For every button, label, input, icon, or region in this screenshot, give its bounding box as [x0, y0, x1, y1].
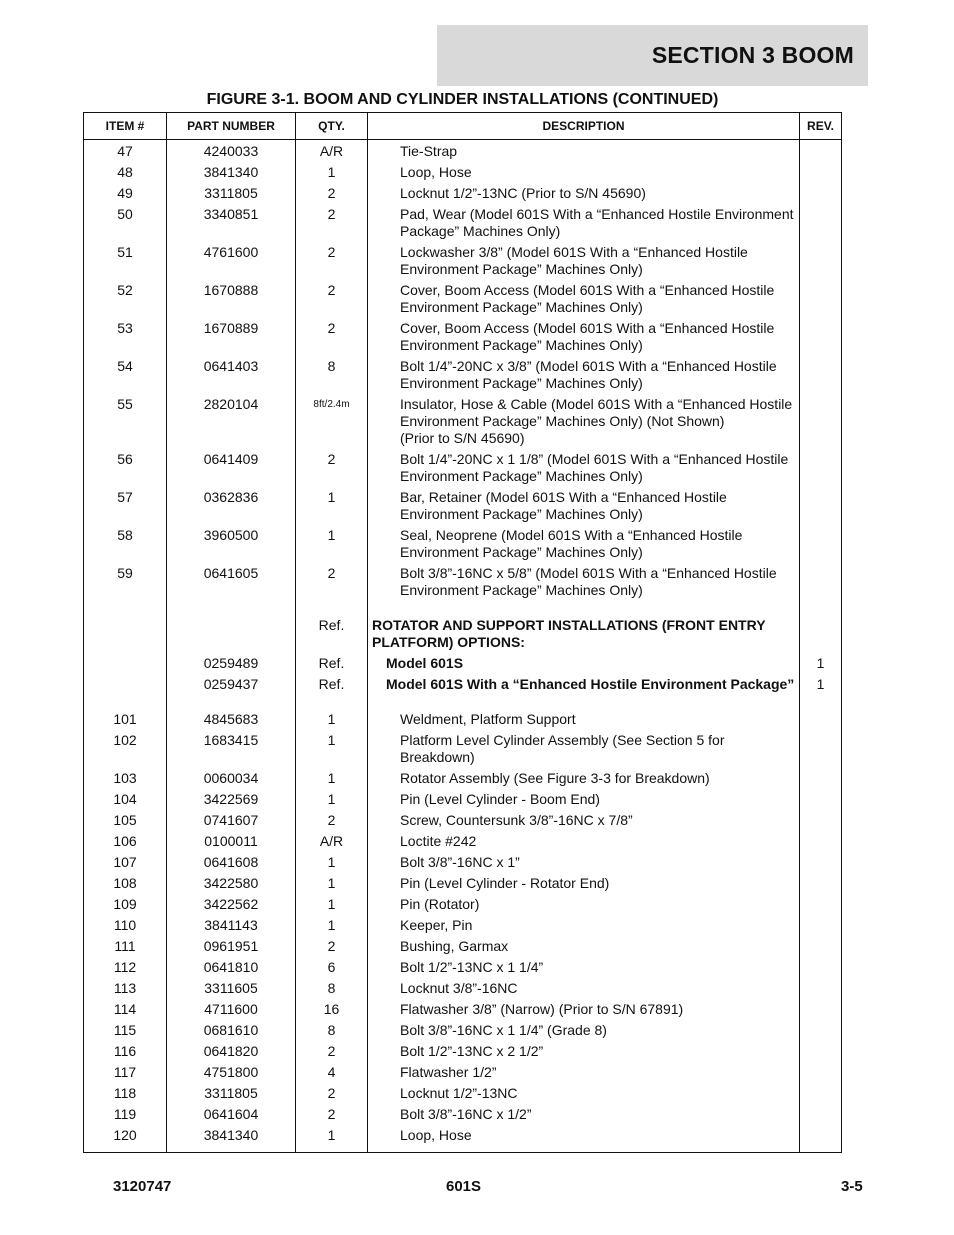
- qty-cell: A/R: [296, 140, 368, 163]
- qty-cell: 1: [296, 768, 368, 789]
- part-number-cell: 0641604: [167, 1104, 296, 1125]
- item-number-cell: 107: [84, 852, 167, 873]
- item-number-cell: 102: [84, 730, 167, 768]
- item-number-cell: 111: [84, 936, 167, 957]
- rev-cell: [800, 936, 842, 957]
- rev-cell: [800, 730, 842, 768]
- part-number-cell: 4761600: [167, 242, 296, 280]
- qty-cell: 8: [296, 356, 368, 394]
- rev-cell: [800, 1020, 842, 1041]
- table-row: [84, 615, 842, 653]
- part-number-cell: 0641820: [167, 1041, 296, 1062]
- description-cell: Locknut 1/2”-13NC (Prior to S/N 45690): [368, 183, 800, 204]
- table-row: [84, 915, 842, 936]
- figure-title: FIGURE 3-1. BOOM AND CYLINDER INSTALLATIONS (CONTINUED): [206, 91, 719, 108]
- part-number-cell: 3422580: [167, 873, 296, 894]
- table-row: [84, 978, 842, 999]
- part-number-cell: 0362836: [167, 487, 296, 525]
- table-row: [84, 831, 842, 852]
- spacer-cell: [368, 601, 800, 615]
- rev-cell: [800, 915, 842, 936]
- item-number-cell: 104: [84, 789, 167, 810]
- item-number-cell: 57: [84, 487, 167, 525]
- item-number-cell: 108: [84, 873, 167, 894]
- rev-cell: [800, 242, 842, 280]
- description-cell: Loop, Hose: [368, 1125, 800, 1153]
- description-cell: Platform Level Cylinder Assembly (See Section 5 for Breakdown): [368, 730, 800, 768]
- description-cell: Bushing, Garmax: [368, 936, 800, 957]
- qty-cell: 1: [296, 1125, 368, 1153]
- qty-cell: 1: [296, 730, 368, 768]
- description-cell: Bolt 3/8”-16NC x 1/2”: [368, 1104, 800, 1125]
- qty-cell: Ref.: [296, 653, 368, 674]
- item-number-cell: 59: [84, 563, 167, 601]
- description-cell: Cover, Boom Access (Model 601S With a “Enhanced Hostile Environment Package” Machines Only): [368, 318, 800, 356]
- rev-cell: [800, 709, 842, 730]
- rev-cell: [800, 162, 842, 183]
- rev-cell: [800, 810, 842, 831]
- description-cell: Screw, Countersunk 3/8”-16NC x 7/8”: [368, 810, 800, 831]
- part-number-cell: 4845683: [167, 709, 296, 730]
- rev-cell: [800, 563, 842, 601]
- item-number-cell: 118: [84, 1083, 167, 1104]
- qty-cell: 1: [296, 709, 368, 730]
- description-cell: Bolt 3/8”-16NC x 5/8” (Model 601S With a “Enhanced Hostile Environment Package” Machines Only): [368, 563, 800, 601]
- item-number-cell: 112: [84, 957, 167, 978]
- part-number-cell: 0641810: [167, 957, 296, 978]
- qty-cell: 2: [296, 1104, 368, 1125]
- qty-cell: 1: [296, 789, 368, 810]
- item-number-cell: 55: [84, 394, 167, 449]
- part-number-cell: 0681610: [167, 1020, 296, 1041]
- qty-cell: 1: [296, 852, 368, 873]
- column-header-qty: QTY.: [296, 113, 368, 140]
- description-cell: Flatwasher 3/8” (Narrow) (Prior to S/N 67891): [368, 999, 800, 1020]
- rev-cell: [800, 525, 842, 563]
- item-number-cell: 120: [84, 1125, 167, 1153]
- item-number-cell: 56: [84, 449, 167, 487]
- item-number-cell: 114: [84, 999, 167, 1020]
- rev-cell: [800, 449, 842, 487]
- item-number-cell: 50: [84, 204, 167, 242]
- part-number-cell: 1670888: [167, 280, 296, 318]
- description-cell: Bolt 1/4”-20NC x 3/8” (Model 601S With a “Enhanced Hostile Environment Package” Machines Only): [368, 356, 800, 394]
- item-number-cell: 58: [84, 525, 167, 563]
- qty-cell: 2: [296, 936, 368, 957]
- description-cell: Keeper, Pin: [368, 915, 800, 936]
- qty-cell: 1: [296, 894, 368, 915]
- part-number-cell: 0741607: [167, 810, 296, 831]
- description-cell: Lockwasher 3/8” (Model 601S With a “Enhanced Hostile Environment Package” Machines Only): [368, 242, 800, 280]
- item-number-cell: 101: [84, 709, 167, 730]
- qty-cell: 2: [296, 1083, 368, 1104]
- description-cell: Bolt 1/2”-13NC x 2 1/2”: [368, 1041, 800, 1062]
- description-cell: Bar, Retainer (Model 601S With a “Enhanced Hostile Environment Package” Machines Only): [368, 487, 800, 525]
- table-row: [84, 873, 842, 894]
- item-number-cell: 47: [84, 140, 167, 163]
- part-number-cell: 3422569: [167, 789, 296, 810]
- part-number-cell: 3841143: [167, 915, 296, 936]
- rev-cell: [800, 831, 842, 852]
- description-cell: Insulator, Hose & Cable (Model 601S With a “Enhanced Hostile Environment Package” Machines Only) (Not Shown) (Prior to S/N 45690): [368, 394, 800, 449]
- item-number-cell: 106: [84, 831, 167, 852]
- rev-cell: [800, 957, 842, 978]
- qty-cell: 2: [296, 563, 368, 601]
- table-row: [84, 768, 842, 789]
- part-number-cell: 0641409: [167, 449, 296, 487]
- item-number-cell: 115: [84, 1020, 167, 1041]
- rev-cell: [800, 978, 842, 999]
- rev-cell: [800, 183, 842, 204]
- spacer-cell: [167, 601, 296, 615]
- description-cell: Cover, Boom Access (Model 601S With a “Enhanced Hostile Environment Package” Machines Only): [368, 280, 800, 318]
- part-number-cell: 0060034: [167, 768, 296, 789]
- part-number-cell: 0961951: [167, 936, 296, 957]
- description-cell: Tie-Strap: [368, 140, 800, 163]
- qty-cell: 2: [296, 449, 368, 487]
- rev-cell: [800, 894, 842, 915]
- table-row: [84, 525, 842, 563]
- table-row: [84, 563, 842, 601]
- table-row: [84, 1104, 842, 1125]
- part-number-cell: 0259489: [167, 653, 296, 674]
- table-header-row: [84, 113, 842, 140]
- qty-cell: 2: [296, 810, 368, 831]
- qty-cell: 8: [296, 978, 368, 999]
- qty-cell: 8: [296, 1020, 368, 1041]
- part-number-cell: 3311605: [167, 978, 296, 999]
- rev-cell: [800, 852, 842, 873]
- description-cell: Rotator Assembly (See Figure 3-3 for Breakdown): [368, 768, 800, 789]
- part-number-cell: 3340851: [167, 204, 296, 242]
- section-header: SECTION 3 BOOM: [437, 25, 868, 86]
- table-row: [84, 1020, 842, 1041]
- part-number-cell: 3841340: [167, 162, 296, 183]
- part-number-cell: 0641605: [167, 563, 296, 601]
- description-cell: Pin (Level Cylinder - Boom End): [368, 789, 800, 810]
- part-number-cell: 0100011: [167, 831, 296, 852]
- table-row: [84, 852, 842, 873]
- part-number-cell: 0641608: [167, 852, 296, 873]
- item-number-cell: 119: [84, 1104, 167, 1125]
- qty-cell: A/R: [296, 831, 368, 852]
- table-row: [84, 242, 842, 280]
- item-number-cell: 113: [84, 978, 167, 999]
- rev-cell: [800, 356, 842, 394]
- rev-cell: [800, 1083, 842, 1104]
- spacer-cell: [84, 695, 167, 709]
- description-cell: Weldment, Platform Support: [368, 709, 800, 730]
- qty-cell: 1: [296, 915, 368, 936]
- table-row: [84, 356, 842, 394]
- description-cell: Pin (Rotator): [368, 894, 800, 915]
- part-number-cell: 1670889: [167, 318, 296, 356]
- part-number-cell: 3422562: [167, 894, 296, 915]
- table-row: [84, 183, 842, 204]
- qty-cell: 1: [296, 487, 368, 525]
- description-cell: Bolt 3/8”-16NC x 1”: [368, 852, 800, 873]
- qty-cell: 6: [296, 957, 368, 978]
- rev-cell: [800, 1125, 842, 1153]
- part-number-cell: 3841340: [167, 1125, 296, 1153]
- rev-cell: [800, 280, 842, 318]
- table-row: [84, 280, 842, 318]
- table-row: [84, 789, 842, 810]
- rev-cell: [800, 487, 842, 525]
- qty-cell: 2: [296, 204, 368, 242]
- rev-cell: [800, 1104, 842, 1125]
- table-spacer-row: [84, 601, 842, 615]
- part-number-cell: 1683415: [167, 730, 296, 768]
- item-number-cell: 105: [84, 810, 167, 831]
- item-number-cell: 52: [84, 280, 167, 318]
- table-row: [84, 394, 842, 449]
- item-number-cell: 110: [84, 915, 167, 936]
- column-header-rev: REV.: [800, 113, 842, 140]
- description-cell: Pin (Level Cylinder - Rotator End): [368, 873, 800, 894]
- qty-cell: 16: [296, 999, 368, 1020]
- table-row: [84, 709, 842, 730]
- part-number-cell: 3311805: [167, 1083, 296, 1104]
- description-cell: Seal, Neoprene (Model 601S With a “Enhanced Hostile Environment Package” Machines Only): [368, 525, 800, 563]
- parts-table-body: [84, 140, 842, 1153]
- qty-cell: 2: [296, 183, 368, 204]
- item-number-cell: 109: [84, 894, 167, 915]
- parts-table: [83, 112, 842, 1153]
- rev-cell: [800, 789, 842, 810]
- table-row: [84, 957, 842, 978]
- description-cell: Locknut 3/8”-16NC: [368, 978, 800, 999]
- item-number-cell: 51: [84, 242, 167, 280]
- table-row: [84, 140, 842, 163]
- description-cell: Locknut 1/2”-13NC: [368, 1083, 800, 1104]
- table-row: [84, 1125, 842, 1153]
- spacer-cell: [84, 601, 167, 615]
- item-number-cell: 53: [84, 318, 167, 356]
- item-number-cell: 49: [84, 183, 167, 204]
- qty-cell: 4: [296, 1062, 368, 1083]
- qty-cell: 1: [296, 873, 368, 894]
- part-number-cell: 3960500: [167, 525, 296, 563]
- item-number-cell: 48: [84, 162, 167, 183]
- part-number-cell: 2820104: [167, 394, 296, 449]
- item-number-cell: [84, 653, 167, 674]
- footer-doc-number: 3120747: [113, 1178, 172, 1195]
- rev-cell: [800, 999, 842, 1020]
- table-row: [84, 318, 842, 356]
- description-cell: Model 601S With a “Enhanced Hostile Environment Package”: [368, 674, 800, 695]
- footer-model: 601S: [446, 1178, 482, 1195]
- part-number-cell: 0259437: [167, 674, 296, 695]
- rev-cell: [800, 204, 842, 242]
- qty-cell: Ref.: [296, 674, 368, 695]
- spacer-cell: [800, 695, 842, 709]
- table-row: [84, 894, 842, 915]
- qty-cell: 2: [296, 318, 368, 356]
- table-row: [84, 162, 842, 183]
- qty-cell: 2: [296, 1041, 368, 1062]
- spacer-cell: [167, 695, 296, 709]
- part-number-cell: 4711600: [167, 999, 296, 1020]
- item-number-cell: 54: [84, 356, 167, 394]
- qty-cell: 8ft/2.4m: [296, 394, 368, 449]
- part-number-cell: 3311805: [167, 183, 296, 204]
- table-row: [84, 204, 842, 242]
- table-row: [84, 999, 842, 1020]
- item-number-cell: 116: [84, 1041, 167, 1062]
- rev-cell: [800, 394, 842, 449]
- spacer-cell: [296, 601, 368, 615]
- rev-cell: [800, 318, 842, 356]
- part-number-cell: 4751800: [167, 1062, 296, 1083]
- item-number-cell: [84, 674, 167, 695]
- part-number-cell: [167, 615, 296, 653]
- footer-page-number: 3-5: [841, 1178, 863, 1195]
- qty-cell: 1: [296, 162, 368, 183]
- table-row: [84, 1041, 842, 1062]
- rev-cell: [800, 1062, 842, 1083]
- part-number-cell: 4240033: [167, 140, 296, 163]
- rev-cell: [800, 768, 842, 789]
- qty-cell: 2: [296, 242, 368, 280]
- qty-cell: 1: [296, 525, 368, 563]
- description-cell: Pad, Wear (Model 601S With a “Enhanced Hostile Environment Package” Machines Only): [368, 204, 800, 242]
- description-cell: Flatwasher 1/2”: [368, 1062, 800, 1083]
- spacer-cell: [296, 695, 368, 709]
- table-row: [84, 936, 842, 957]
- rev-cell: 1: [800, 653, 842, 674]
- table-row: [84, 487, 842, 525]
- table-row: [84, 449, 842, 487]
- description-cell: Loop, Hose: [368, 162, 800, 183]
- column-header-item: ITEM #: [84, 113, 167, 140]
- item-number-cell: [84, 615, 167, 653]
- description-cell: ROTATOR AND SUPPORT INSTALLATIONS (FRONT ENTRY PLATFORM) OPTIONS:: [368, 615, 800, 653]
- qty-cell: 2: [296, 280, 368, 318]
- table-row: [84, 1083, 842, 1104]
- description-cell: Model 601S: [368, 653, 800, 674]
- rev-cell: [800, 873, 842, 894]
- description-cell: Bolt 1/2”-13NC x 1 1/4”: [368, 957, 800, 978]
- spacer-cell: [368, 695, 800, 709]
- rev-cell: 1: [800, 674, 842, 695]
- rev-cell: [800, 615, 842, 653]
- description-cell: Loctite #242: [368, 831, 800, 852]
- part-number-cell: 0641403: [167, 356, 296, 394]
- rev-cell: [800, 1041, 842, 1062]
- column-header-description: DESCRIPTION: [368, 113, 800, 140]
- description-cell: Bolt 1/4”-20NC x 1 1/8” (Model 601S With a “Enhanced Hostile Environment Package” Machines Only): [368, 449, 800, 487]
- item-number-cell: 103: [84, 768, 167, 789]
- table-row: [84, 730, 842, 768]
- table-row: [84, 674, 842, 695]
- table-row: [84, 653, 842, 674]
- column-header-part-number: PART NUMBER: [167, 113, 296, 140]
- table-row: [84, 1062, 842, 1083]
- table-row: [84, 810, 842, 831]
- spacer-cell: [800, 601, 842, 615]
- rev-cell: [800, 140, 842, 163]
- item-number-cell: 117: [84, 1062, 167, 1083]
- description-cell: Bolt 3/8”-16NC x 1 1/4” (Grade 8): [368, 1020, 800, 1041]
- qty-cell: Ref.: [296, 615, 368, 653]
- table-spacer-row: [84, 695, 842, 709]
